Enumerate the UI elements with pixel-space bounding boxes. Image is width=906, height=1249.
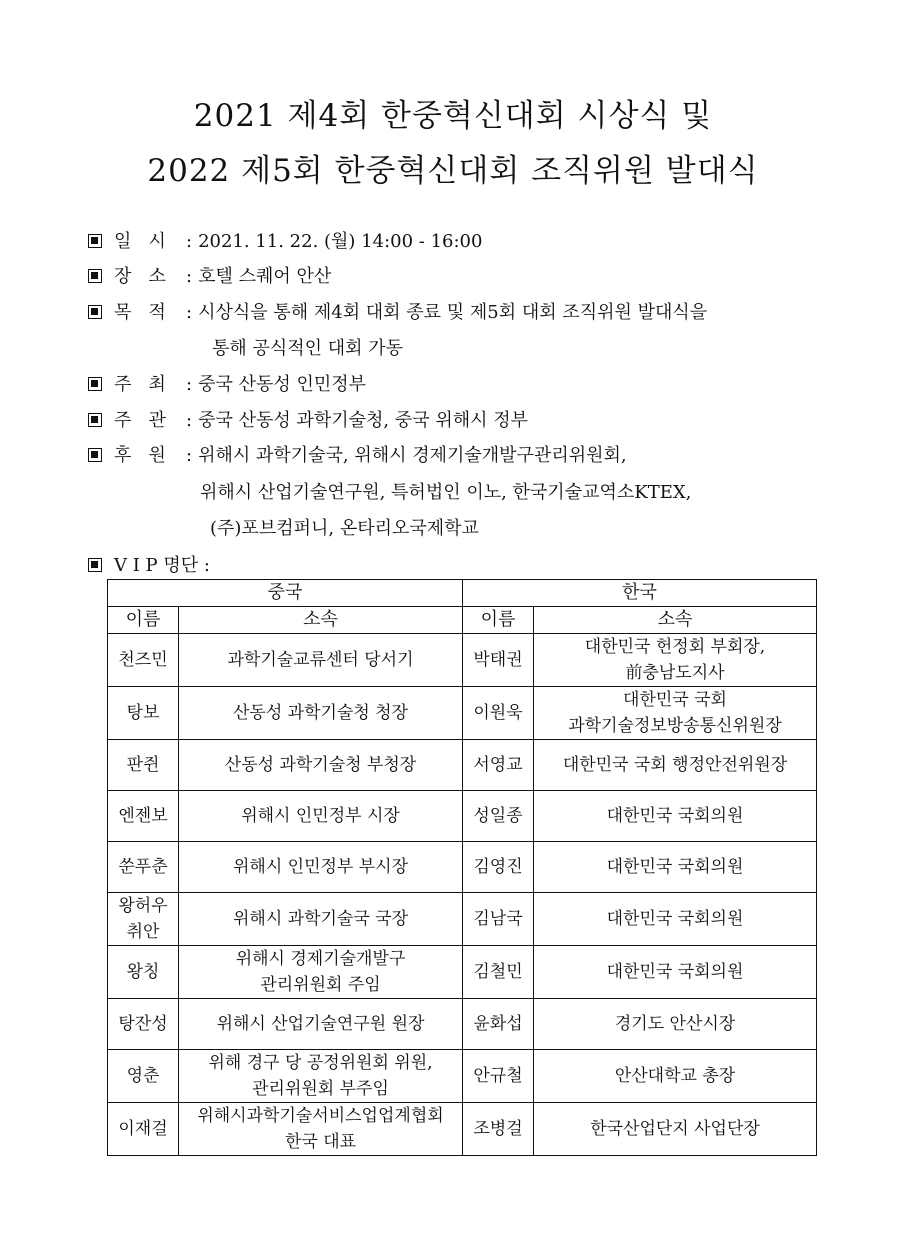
vip-table [107, 579, 817, 1156]
korea-name-cell: 안규철 [463, 1050, 534, 1103]
square-bullet-icon [88, 558, 102, 572]
korea-name-cell: 김철민 [463, 946, 534, 999]
info-label: 후 원 [114, 445, 166, 466]
korea-name-cell: 윤화섭 [463, 999, 534, 1050]
info-label: 목 적 [114, 302, 166, 323]
korea-affil-header: 소속 [534, 607, 817, 634]
info-continuation: (주)포브컴퍼니, 온타리오국제학교 [210, 518, 479, 539]
korea-name-cell: 김남국 [463, 893, 534, 946]
info-colon: : [186, 266, 193, 287]
china-name-cell: 이재걸 [108, 1103, 179, 1156]
china-name-cell: 탕잔성 [108, 999, 179, 1050]
korea-affiliation-cell: 대한민국 국회 행정안전위원장 [534, 740, 817, 791]
info-value: 호텔 스퀘어 안산 [198, 266, 332, 287]
info-line [88, 370, 366, 396]
table-group-header [108, 580, 817, 607]
info-line [88, 227, 482, 253]
info-colon: : [186, 445, 193, 466]
korea-affiliation-cell: 한국산업단지 사업단장 [534, 1103, 817, 1156]
china-name-cell: 탕보 [108, 687, 179, 740]
info-value: 2021. 11. 22. (월) 14:00 - 16:00 [198, 231, 483, 252]
china-affil-header: 소속 [179, 607, 463, 634]
china-name-cell: 엔젠보 [108, 791, 179, 842]
table-row [108, 893, 817, 946]
china-group-header: 중국 [108, 580, 463, 607]
china-affiliation-cell: 위해시과학기술서비스업업계협회 한국 대표 [179, 1103, 463, 1156]
table-row [108, 791, 817, 842]
korea-group-header: 한국 [463, 580, 817, 607]
info-line [88, 262, 331, 288]
document-title-line2: 2022 제5회 한중혁신대회 조직위원 발대식 [147, 153, 759, 189]
info-line [88, 406, 528, 432]
info-label: 장 소 [114, 266, 166, 287]
korea-affiliation-cell: 안산대학교 총장 [534, 1050, 817, 1103]
square-bullet-icon [88, 305, 102, 319]
info-line [88, 441, 627, 467]
square-bullet-icon [88, 448, 102, 462]
korea-affiliation-cell: 경기도 안산시장 [534, 999, 817, 1050]
china-affiliation-cell: 위해시 인민정부 시장 [179, 791, 463, 842]
china-name-cell: 왕칭 [108, 946, 179, 999]
korea-affiliation-cell: 대한민국 국회 과학기술정보방송통신위원장 [534, 687, 817, 740]
table-row [108, 1050, 817, 1103]
square-bullet-icon [88, 413, 102, 427]
square-bullet-icon [88, 269, 102, 283]
china-affiliation-cell: 산동성 과학기술청 청장 [179, 687, 463, 740]
china-name-cell: 천즈민 [108, 634, 179, 687]
info-colon: : [186, 374, 193, 395]
korea-name-header: 이름 [463, 607, 534, 634]
info-colon: : [186, 231, 193, 252]
china-affiliation-cell: 위해 경구 당 공정위원회 위원, 관리위원회 부주임 [179, 1050, 463, 1103]
info-continuation: 위해시 산업기술연구원, 특허법인 이노, 한국기술교역소KTEX, [200, 482, 692, 503]
china-affiliation-cell: 위해시 산업기술연구원 원장 [179, 999, 463, 1050]
korea-affiliation-cell: 대한민국 국회의원 [534, 946, 817, 999]
square-bullet-icon [88, 377, 102, 391]
china-name-cell: 판쥔 [108, 740, 179, 791]
info-label: 주 최 [114, 374, 166, 395]
info-colon: : [186, 302, 193, 323]
vip-heading [88, 551, 210, 577]
table-row [108, 1103, 817, 1156]
korea-name-cell: 성일종 [463, 791, 534, 842]
korea-name-cell: 김영진 [463, 842, 534, 893]
info-continuation: 통해 공식적인 대회 가동 [212, 338, 404, 359]
table-row [108, 842, 817, 893]
china-affiliation-cell: 위해시 경제기술개발구 관리위원회 주임 [179, 946, 463, 999]
china-affiliation-cell: 과학기술교류센터 당서기 [179, 634, 463, 687]
info-value: 중국 산동성 인민정부 [198, 374, 367, 395]
china-name-cell: 쑨푸춘 [108, 842, 179, 893]
info-label: 주 관 [114, 410, 166, 431]
table-row [108, 634, 817, 687]
korea-affiliation-cell: 대한민국 헌정회 부회장, 前충남도지사 [534, 634, 817, 687]
korea-name-cell: 서영교 [463, 740, 534, 791]
korea-name-cell: 조병걸 [463, 1103, 534, 1156]
table-row [108, 999, 817, 1050]
info-label: 일 시 [114, 231, 166, 252]
china-name-header: 이름 [108, 607, 179, 634]
square-bullet-icon [88, 234, 102, 248]
korea-affiliation-cell: 대한민국 국회의원 [534, 842, 817, 893]
table-column-header [108, 607, 817, 634]
info-value: 위해시 과학기술국, 위해시 경제기술개발구관리위원회, [198, 445, 627, 466]
table-row [108, 687, 817, 740]
korea-name-cell: 이원욱 [463, 687, 534, 740]
china-affiliation-cell: 산동성 과학기술청 부청장 [179, 740, 463, 791]
info-line [88, 298, 707, 324]
korea-name-cell: 박태권 [463, 634, 534, 687]
china-affiliation-cell: 위해시 인민정부 부시장 [179, 842, 463, 893]
korea-affiliation-cell: 대한민국 국회의원 [534, 893, 817, 946]
china-affiliation-cell: 위해시 과학기술국 국장 [179, 893, 463, 946]
info-value: 중국 산동성 과학기술청, 중국 위해시 정부 [198, 410, 529, 431]
table-row [108, 740, 817, 791]
china-name-cell: 영춘 [108, 1050, 179, 1103]
table-row [108, 946, 817, 999]
vip-label: V I P 명단 : [114, 555, 210, 576]
info-value: 시상식을 통해 제4회 대회 종료 및 제5회 대회 조직위원 발대식을 [198, 302, 708, 323]
document-title-line1: 2021 제4회 한중혁신대회 시상식 및 [193, 98, 713, 134]
china-name-cell: 왕허우 취안 [108, 893, 179, 946]
info-colon: : [186, 410, 193, 431]
korea-affiliation-cell: 대한민국 국회의원 [534, 791, 817, 842]
